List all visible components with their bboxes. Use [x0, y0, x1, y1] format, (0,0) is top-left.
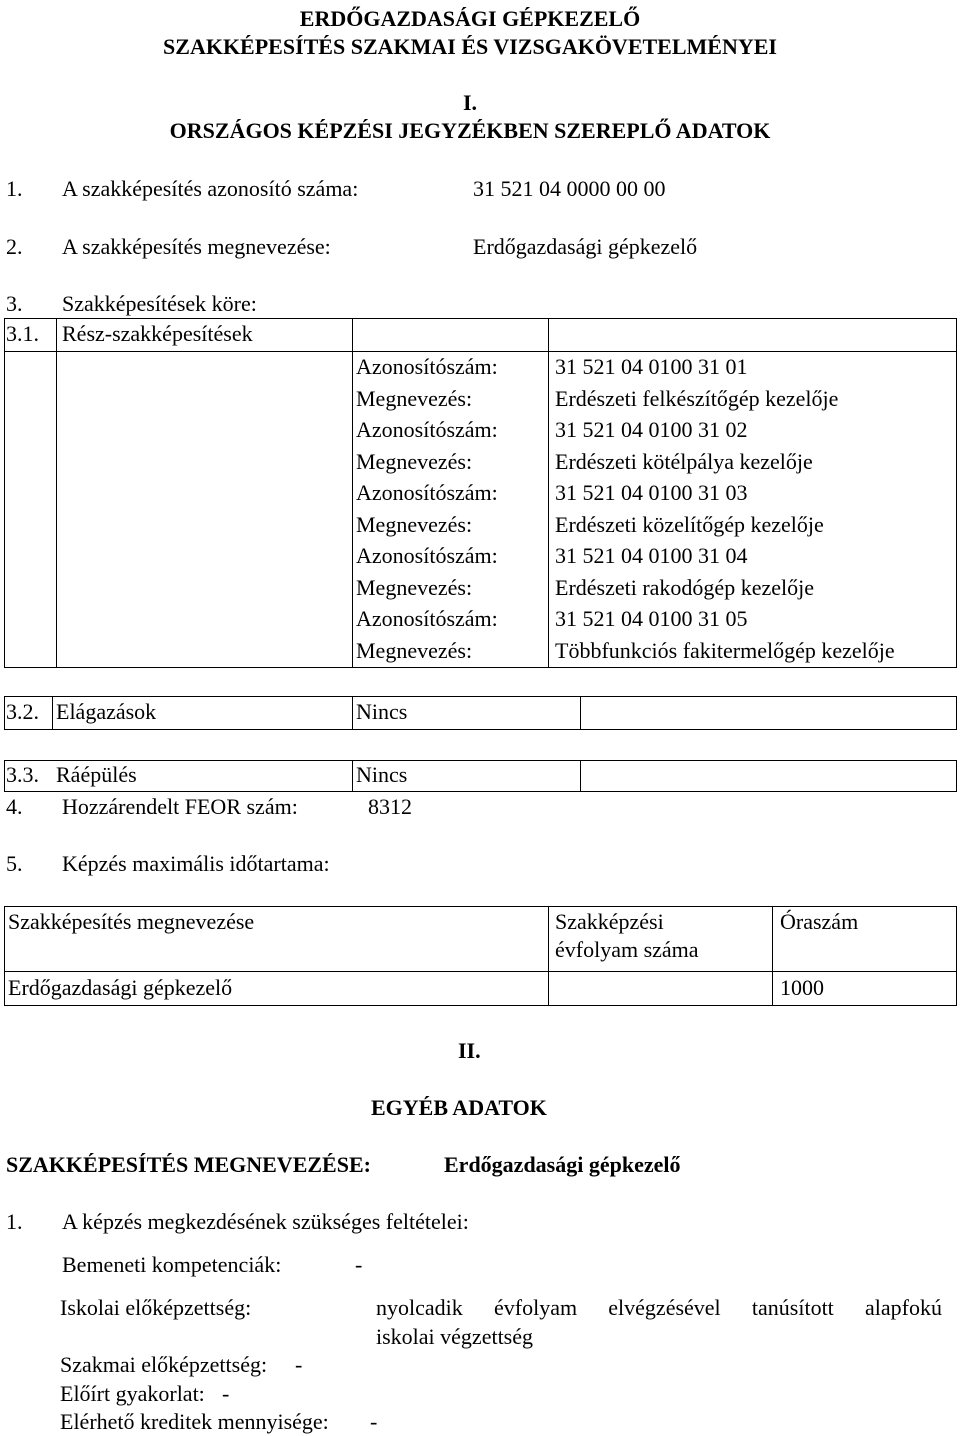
input-competence-value: -: [355, 1252, 363, 1277]
school-prerequisite-value-line1: nyolcadik évfolyam elvégzésével tanúsított alapfokú: [376, 1295, 942, 1320]
sub32-label: Elágazások: [56, 699, 157, 724]
professional-prerequisite-label: Szakmai előképzettség:: [60, 1352, 268, 1377]
input-competence-label: Bemeneti kompetenciák:: [62, 1252, 282, 1277]
practice-label: Előírt gyakorlat:: [60, 1381, 205, 1406]
partial-4-name: Erdészeti rakodógép kezelője: [555, 575, 814, 600]
credits-label: Elérhető kreditek mennyisége:: [60, 1409, 329, 1434]
duration-header-year-line2: évfolyam száma: [555, 937, 699, 962]
partial-3-name-label: Megnevezés:: [356, 512, 473, 537]
title-line-2: SZAKKÉPESÍTÉS SZAKMAI ÉS VIZSGAKÖVETELMÉNYEI: [163, 34, 777, 59]
school-prerequisite-label: Iskolai előképzettség:: [60, 1295, 252, 1320]
part1-title: ORSZÁGOS KÉPZÉSI JEGYZÉKBEN SZEREPLŐ ADATOK: [169, 118, 771, 143]
item-4-number: 4.: [6, 794, 23, 819]
practice-value: -: [222, 1381, 230, 1406]
school-prerequisite-value-line2: iskolai végzettség: [376, 1324, 534, 1349]
sub32-number: 3.2.: [6, 699, 39, 724]
partial-5-id: 31 521 04 0100 31 05: [555, 606, 748, 631]
item-4-value: 8312: [368, 794, 412, 819]
partial-4-id: 31 521 04 0100 31 04: [555, 543, 748, 568]
partial-5-name-label: Megnevezés:: [356, 638, 473, 663]
partial-1-id: 31 521 04 0100 31 01: [555, 354, 748, 379]
partial-2-name-label: Megnevezés:: [356, 449, 473, 474]
sub33-value: Nincs: [356, 762, 408, 787]
item-4-label: Hozzárendelt FEOR szám:: [62, 794, 298, 819]
item-1-label: A szakképesítés azonosító száma:: [62, 176, 359, 201]
item-3-number: 3.: [6, 291, 23, 316]
item-5-label: Képzés maximális időtartama:: [62, 851, 330, 876]
title-line-1: ERDŐGAZDASÁGI GÉPKEZELŐ: [299, 6, 641, 31]
partial-5-id-label: Azonosítószám:: [356, 606, 498, 631]
partial-2-id-label: Azonosítószám:: [356, 417, 498, 442]
sub31-label: Rész-szakképesítések: [62, 321, 253, 346]
item-2-number: 2.: [6, 234, 23, 259]
item-3-label: Szakképesítések köre:: [62, 291, 257, 316]
duration-header-year-line1: Szakképzési: [555, 909, 664, 934]
partial-3-name: Erdészeti közelítőgép kezelője: [555, 512, 824, 537]
partial-2-id: 31 521 04 0100 31 02: [555, 417, 748, 442]
part2-number: II.: [458, 1038, 481, 1063]
sub33-number: 3.3.: [6, 762, 39, 787]
item-5-number: 5.: [6, 851, 23, 876]
partial-1-name: Erdészeti felkészítőgép kezelője: [555, 386, 839, 411]
item-2-label: A szakképesítés megnevezése:: [62, 234, 331, 259]
partial-5-name: Többfunkciós fakitermelőgép kezelője: [555, 638, 895, 663]
partial-3-id-label: Azonosítószám:: [356, 480, 498, 505]
partial-3-id: 31 521 04 0100 31 03: [555, 480, 748, 505]
item-2-value: Erdőgazdasági gépkezelő: [473, 234, 698, 259]
part2-item-1-label: A képzés megkezdésének szükséges feltételei:: [62, 1209, 469, 1234]
professional-prerequisite-value: -: [295, 1352, 303, 1377]
partial-1-id-label: Azonosítószám:: [356, 354, 498, 379]
duration-row-hours: 1000: [780, 975, 824, 1000]
duration-row-name: Erdőgazdasági gépkezelő: [8, 975, 233, 1000]
item-1-value: 31 521 04 0000 00 00: [473, 176, 666, 201]
partial-2-name: Erdészeti kötélpálya kezelője: [555, 449, 813, 474]
duration-header-name: Szakképesítés megnevezése: [8, 909, 255, 934]
part2-title: EGYÉB ADATOK: [371, 1095, 547, 1120]
credits-value: -: [370, 1409, 378, 1434]
part2-item-1-number: 1.: [6, 1209, 23, 1234]
partial-4-name-label: Megnevezés:: [356, 575, 473, 600]
part1-number: I.: [462, 90, 478, 115]
duration-header-hours: Óraszám: [780, 909, 859, 934]
partial-1-name-label: Megnevezés:: [356, 386, 473, 411]
qualification-value: Erdőgazdasági gépkezelő: [444, 1152, 681, 1177]
sub31-number: 3.1.: [6, 321, 39, 346]
partial-4-id-label: Azonosítószám:: [356, 543, 498, 568]
sub33-label: Ráépülés: [56, 762, 137, 787]
sub32-value: Nincs: [356, 699, 408, 724]
superstructure-row: [4, 760, 957, 792]
qualification-label: SZAKKÉPESÍTÉS MEGNEVEZÉSE:: [6, 1152, 371, 1177]
item-1-number: 1.: [6, 176, 23, 201]
